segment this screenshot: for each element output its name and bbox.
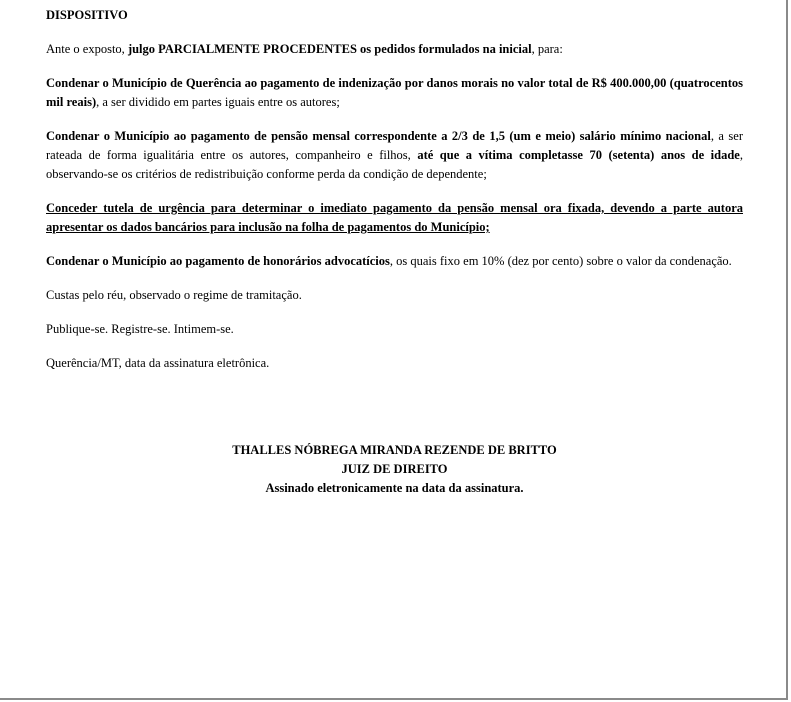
costs-paragraph: Custas pelo réu, observado o regime de tramitação. [46, 288, 302, 302]
document-content [46, 6, 743, 495]
judge-title: JUIZ DE DIREITO [341, 462, 448, 476]
judge-name: THALLES NÓBREGA MIRANDA REZENDE DE BRITTO [232, 443, 557, 457]
attorney-fees-bold: Condenar o Município ao pagamento de honorários advocatícios [46, 254, 390, 268]
signature-note: Assinado eletronicamente na data da assinatura. [265, 481, 524, 495]
pension-bold-2: até que a vítima completasse 70 (setenta) anos de idade [417, 148, 740, 162]
signature-block [46, 441, 743, 498]
place-date-paragraph: Querência/MT, data da assinatura eletrônica. [46, 356, 270, 370]
intro-text-pre: Ante o exposto, [46, 42, 128, 56]
moral-damages-text: , a ser dividido em partes iguais entre os autores; [96, 95, 340, 109]
pension-text-post: , observando-se os critérios de redistribuição conforme perda da condição de dependente; [46, 148, 743, 181]
attorney-fees-paragraph [46, 252, 743, 271]
urgent-relief-text: Conceder tutela de urgência para determinar o imediato pagamento da pensão mensal ora fixada, devendo a parte autora apresentar os dados bancários para inclusão na folha de pagamentos do Município; [46, 201, 743, 234]
intro-text-bold: julgo PARCIALMENTE PROCEDENTES os pedidos formulados na inicial [127, 42, 532, 56]
publish-paragraph: Publique-se. Registre-se. Intimem-se. [46, 322, 234, 336]
pension-bold-1: Condenar o Município ao pagamento de pensão mensal correspondente a 2/3 de 1,5 (um e meio) salário mínimo nacional [46, 129, 711, 143]
intro-text-post: , para: [531, 42, 563, 56]
moral-damages-paragraph [46, 74, 743, 112]
intro-paragraph [46, 40, 743, 59]
pension-paragraph [46, 127, 743, 184]
urgent-relief-paragraph [46, 199, 743, 237]
attorney-fees-text: , os quais fixo em 10% (dez por cento) sobre o valor da condenação. [389, 254, 732, 268]
moral-damages-bold: Condenar o Município de Querência ao pagamento de indenização por danos morais no valor total de R$ 400.000,00 (quatrocentos mil reais) [46, 76, 743, 109]
pension-text-mid: , a ser rateada de forma igualitária entre os autores, companheiro e filhos, [46, 129, 743, 162]
section-heading: DISPOSITIVO [46, 8, 128, 22]
